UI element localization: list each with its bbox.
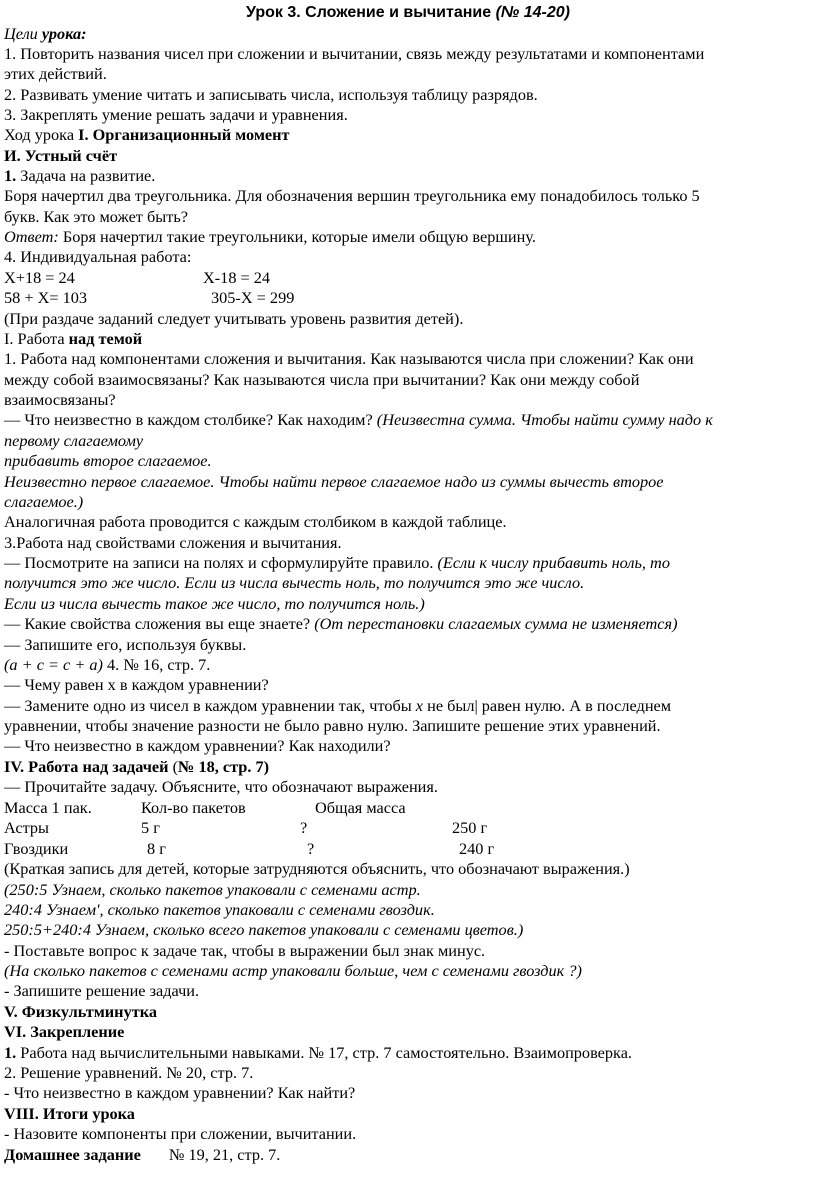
title-text: Урок 3. Сложение и вычитание bbox=[246, 4, 496, 21]
properties-question: — Какие свойства сложения вы еще знаете? (От перестановки слагаемых сумма не изменяется) bbox=[4, 614, 678, 633]
rule-question: — Посмотрите на записи на полях и сформулируйте правило. (Если к числу прибавить ноль, то bbox=[4, 553, 670, 572]
title-number: (№ 14-20) bbox=[495, 4, 570, 21]
question-unknown-equation: — Что неизвестно в каждом уравнении? Как находили? bbox=[4, 736, 391, 755]
section-8-heading: VIII. Итоги урока bbox=[4, 1104, 135, 1123]
answer-line-3: Неизвестно первое слагаемое. Чтобы найти первое слагаемое надо из суммы вычесть второе bbox=[4, 472, 664, 491]
table-cell: 240 г bbox=[459, 839, 495, 858]
table-cell: ? bbox=[300, 818, 308, 837]
answer-line-1: первому слагаемому bbox=[4, 431, 144, 450]
section-3-heading: I. Работа над темой bbox=[4, 329, 143, 348]
similar-work-note: Аналогичная работа проводится с каждым столбиком в каждой таблице. bbox=[4, 512, 507, 531]
reinforce-1: 1. Работа над вычислительными навыками. № 17, стр. 7 самостоятельно. Взаимопроверка. bbox=[4, 1043, 632, 1062]
equation-3: 58 + Х= 103 bbox=[4, 288, 88, 307]
table-header: Масса 1 пак. bbox=[4, 798, 92, 817]
individual-work-heading: 4. Индивидуальная работа: bbox=[4, 247, 192, 266]
task-1-text-cont: букв. Как это может быть? bbox=[4, 207, 188, 226]
question-x: — Чему равен х в каждом уравнении? bbox=[4, 675, 269, 694]
write-solution: - Запишите решение задачи. bbox=[4, 981, 200, 1000]
goals-heading: Цели урока: bbox=[4, 24, 87, 43]
equation-1: Х+18 = 24 bbox=[4, 268, 75, 287]
work-components: 1. Работа над компонентами сложения и вычитания. Как называются числа при сложении? Как они bbox=[4, 349, 694, 368]
section-5-heading: V. Физкультминутка bbox=[4, 1002, 157, 1021]
task-1-heading: 1. Задача на развитие. bbox=[4, 166, 156, 185]
equation-4: 305-Х = 299 bbox=[211, 288, 295, 307]
work-components-cont-1: между собой взаимосвязаны? Как называются числа при вычитании? Как они между собой bbox=[4, 370, 640, 389]
expression-2: 240:4 Узнаем', сколько пакетов упаковали с семенами гвоздик. bbox=[4, 900, 435, 919]
goal-1: 1. Повторить названия чисел при сложении и вычитании, связь между результатами и компонентами bbox=[4, 44, 705, 63]
question-minus-answer: (На сколько пакетов с семенами астр упаковали больше, чем с семенами гвоздик ?) bbox=[4, 961, 582, 980]
answer-line-2: прибавить второе слагаемое. bbox=[4, 451, 212, 470]
properties-heading: 3.Работа над свойствами сложения и вычитания. bbox=[4, 533, 342, 552]
section-4-heading: IV. Работа над задачей (№ 18, стр. 7) bbox=[4, 757, 270, 776]
read-task: — Прочитайте задачу. Объясните, что обозначают выражения. bbox=[4, 777, 438, 796]
table-header: Общая масса bbox=[315, 798, 406, 817]
reinforce-question: - Что неизвестно в каждом уравнении? Как найти? bbox=[4, 1083, 356, 1102]
homework: Домашнее задание № 19, 21, стр. 7. bbox=[4, 1145, 281, 1164]
rule-answer-1: получится это же число. Если из числа вычесть ноль, то получится это же число. bbox=[4, 573, 585, 592]
replace-number-task: — Замените одно из чисел в каждом уравнении так, чтобы х не был| равен нулю. А в последнем bbox=[4, 696, 672, 715]
task-1-text: Боря начертил два треугольника. Для обозначения вершин треугольника ему понадобилось только 5 bbox=[4, 186, 700, 205]
note-distribution: (При раздаче заданий следует учитывать уровень развития детей). bbox=[4, 309, 464, 328]
commutative-formula: (а + с = с + а) 4. № 16, стр. 7. bbox=[4, 655, 211, 674]
table-cell: 250 г bbox=[452, 818, 488, 837]
lesson-title bbox=[0, 3, 816, 23]
table-header: Кол-во пакетов bbox=[141, 798, 246, 817]
replace-number-task-cont: уравнении, чтобы значение разности не было равно нулю. Запишите решение этих уравнений. bbox=[4, 716, 661, 735]
table-cell: 5 г bbox=[141, 818, 160, 837]
table-cell: 8 г bbox=[147, 839, 166, 858]
section-6-heading: VI. Закрепление bbox=[4, 1022, 125, 1041]
work-components-cont-2: взаимосвязаны? bbox=[4, 390, 116, 409]
goal-1-cont: этих действий. bbox=[4, 64, 107, 83]
table-cell: Астры bbox=[4, 818, 49, 837]
question-unknown-column: — Что неизвестно в каждом столбике? Как находим? (Неизвестна сумма. Чтобы найти сумму надо к bbox=[4, 410, 713, 429]
question-minus: - Поставьте вопрос к задаче так, чтобы в выражении был знак минус. bbox=[4, 941, 486, 960]
reinforce-2: 2. Решение уравнений. № 20, стр. 7. bbox=[4, 1063, 254, 1082]
answer-line-4: слагаемое.) bbox=[4, 492, 84, 511]
goal-3: 3. Закреплять умение решать задачи и уравнения. bbox=[4, 105, 348, 124]
expression-1: (250:5 Узнаем, сколько пакетов упаковали с семенами астр. bbox=[4, 880, 421, 899]
table-cell: ? bbox=[307, 839, 315, 858]
goal-2: 2. Развивать умение читать и записывать числа, используя таблицу разрядов. bbox=[4, 85, 538, 104]
short-note: (Краткая запись для детей, которые затрудняются объяснить, что обозначают выражения.) bbox=[4, 859, 630, 878]
section-1-heading: Ход урока I. Организационный момент bbox=[4, 125, 290, 144]
summary-question: - Назовите компоненты при сложении, вычитании. bbox=[4, 1124, 357, 1143]
write-with-letters: — Запишите его, используя буквы. bbox=[4, 635, 247, 654]
expression-3: 250:5+240:4 Узнаем, сколько всего пакетов упаковали с семенами цветов.) bbox=[4, 920, 524, 939]
section-2-heading: И. Устный счёт bbox=[4, 146, 118, 165]
rule-answer-2: Если из числа вычесть такое же число, то получится ноль.) bbox=[4, 594, 425, 613]
task-1-answer: Ответ: Боря начертил такие треугольники, которые имели общую вершину. bbox=[4, 227, 536, 246]
equation-2: Х-18 = 24 bbox=[203, 268, 271, 287]
table-cell: Гвоздики bbox=[4, 839, 69, 858]
